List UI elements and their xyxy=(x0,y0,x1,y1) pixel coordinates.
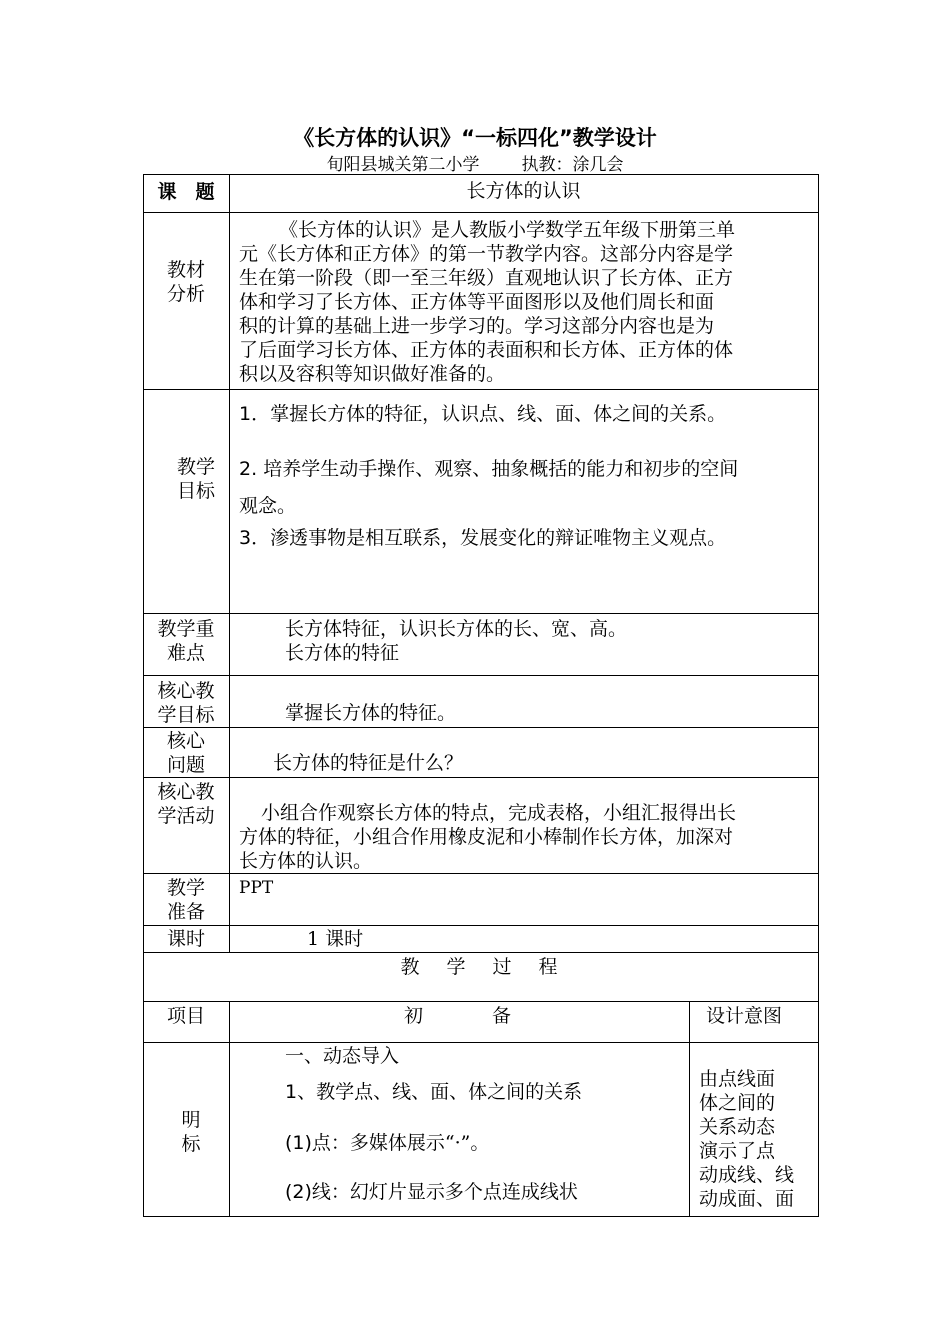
material-line: 生在第一阶段（即一至三年级）直观地认识了长方体、正方 xyxy=(239,267,734,289)
material-line: 积的计算的基础上进一步学习的。学习这部分内容也是为 xyxy=(239,315,715,337)
core-activity-text xyxy=(239,801,815,873)
core-goal-text: 掌握长方体的特征。 xyxy=(285,702,457,724)
goal-1: 1．掌握长方体的特征，认识点、线、面、体之间的关系。 xyxy=(239,403,727,425)
material-line: 《长方体的认识》是人教版小学数学五年级下册第三单 xyxy=(279,219,736,241)
core-question-label: 核心 问题 xyxy=(166,730,205,776)
process-step-3: (2)线：幻灯片显示多个点连成线状 xyxy=(285,1181,578,1203)
core-goal-label: 核心教 学目标 xyxy=(157,680,215,726)
hours-text: 1 课时 xyxy=(307,928,364,950)
process-section-title: 一、动态导入 xyxy=(285,1045,400,1067)
key-text: 长方体特征，认识长方体的长、宽、高。 长方体的特征 xyxy=(285,618,628,664)
document-subtitle xyxy=(0,150,950,175)
process-row-label: 明 标 xyxy=(181,1109,201,1155)
topic-label: 课 题 xyxy=(157,181,215,203)
core-question-text: 长方体的特征是什么？ xyxy=(273,752,464,774)
process-step-1: 1、教学点、线、面、体之间的关系 xyxy=(285,1081,583,1103)
column-item-header: 项目 xyxy=(166,1005,205,1027)
document-title: 《长方体的认识》“一标四化”教学设计 xyxy=(293,126,657,150)
school-name: 旬阳县城关第二小学 xyxy=(326,155,480,175)
material-text xyxy=(239,218,815,386)
activity-line: 小组合作观察长方体的特点，完成表格，小组汇报得出长 xyxy=(261,802,737,824)
prep-text: PPT xyxy=(239,878,274,898)
activity-line: 方体的特征，小组合作用橡皮泥和小棒制作长方体，加深对 xyxy=(239,826,734,848)
material-line: 元《长方体和正方体》的第一节教学内容。这部分内容是学 xyxy=(239,243,734,265)
core-activity-label: 核心教 学活动 xyxy=(157,781,215,827)
prep-label: 教学 准备 xyxy=(166,877,205,923)
process-step-2: (1)点：多媒体展示“·”。 xyxy=(285,1132,490,1154)
material-line: 了后面学习长方体、正方体的表面积和长方体、正方体的体 xyxy=(239,339,734,361)
column-content-header: 初 备 xyxy=(403,1005,514,1027)
topic-value: 长方体的认识 xyxy=(466,180,581,202)
goals-label: 教学 目标 xyxy=(176,456,215,502)
design-intent-text: 由点线面 体之间的 关系动态 演示了点 动成线、线 动成面、面 xyxy=(699,1068,795,1210)
goal-3: 3．渗透事物是相互联系，发展变化的辩证唯物主义观点。 xyxy=(239,527,727,549)
material-line: 积以及容积等知识做好准备的。 xyxy=(239,363,506,385)
material-line: 体和学习了长方体、正方体等平面图形以及他们周长和面 xyxy=(239,291,715,313)
teacher-name: 执教：涂几会 xyxy=(521,155,624,175)
goal-2: 2. 培养学生动手操作、观察、抽象概括的能力和初步的空间 观念。 xyxy=(239,458,739,517)
hours-label: 课时 xyxy=(166,928,205,950)
process-heading: 教 学 过 程 xyxy=(400,956,562,978)
material-label: 教材 分析 xyxy=(166,259,205,305)
column-intent-header: 设计意图 xyxy=(705,1005,782,1027)
key-label: 教学重 难点 xyxy=(157,618,215,664)
activity-line: 长方体的认识。 xyxy=(239,850,373,872)
